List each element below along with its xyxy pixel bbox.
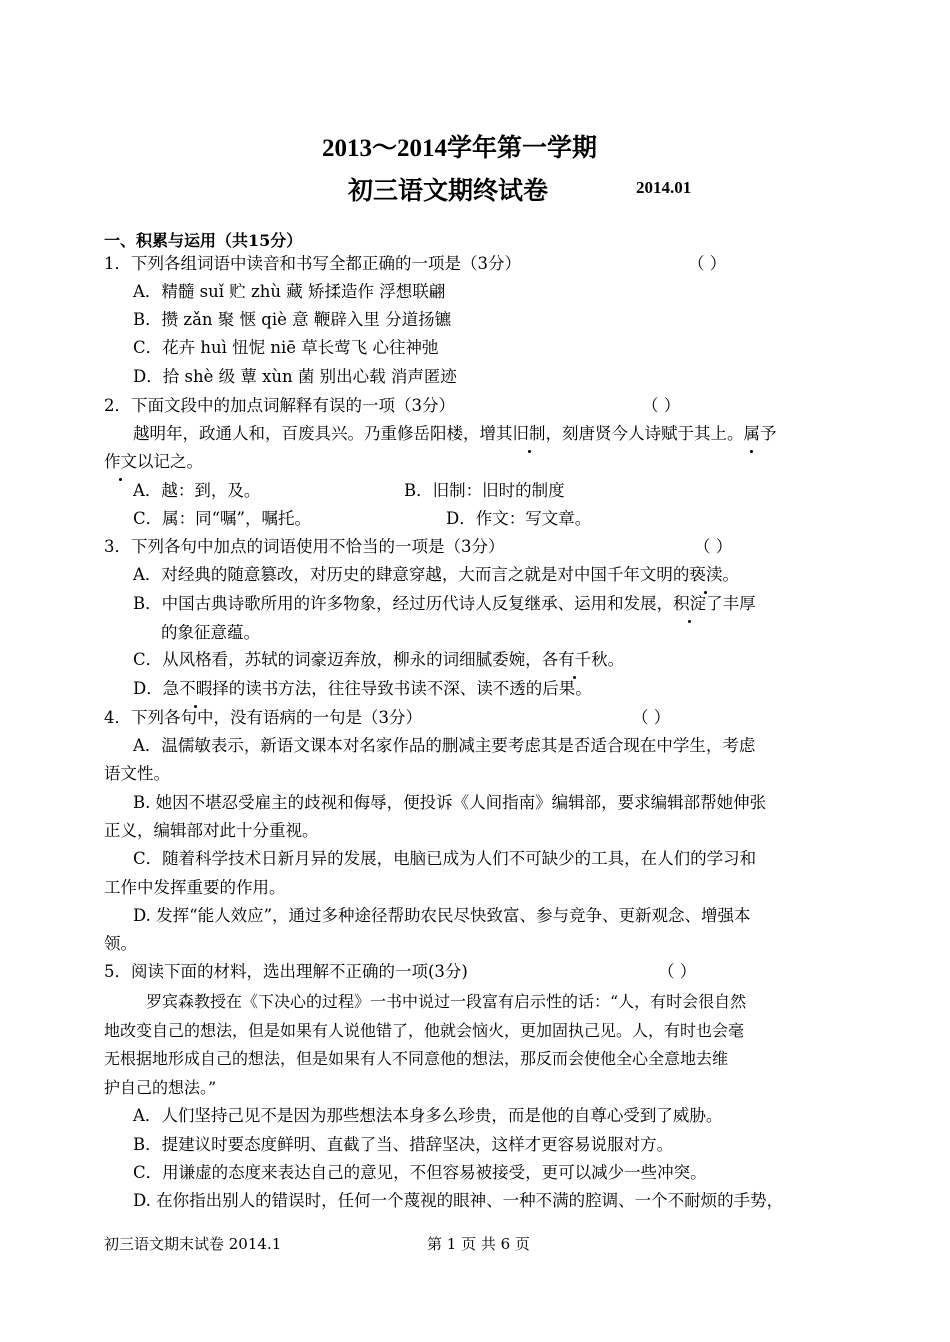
q4-option-d-line1: D. 发挥“能人效应”，通过多种途径帮助农民尽快致富、参与竞争、更新观念、增强本 (133, 906, 751, 925)
q4-option-c-line2: 工作中发挥重要的作用。 (104, 878, 286, 897)
q3-option-b-line2: 的象征意蕴。 (161, 623, 260, 642)
exam-title-line2: 初三语文期终试卷 (348, 178, 549, 205)
q5-option-a: A．人们坚持己见不是因为那些想法本身多么珍贵，而是他的自尊心受到了威胁。 (133, 1106, 723, 1125)
page-number: 第 1 页 共 6 页 (427, 1235, 530, 1253)
q3-answer-bracket: （ ） (694, 537, 733, 556)
q3-text: A．对经典的随意篡改，对历史的肆意穿越，大而言之就是对中国千年文明的 (133, 565, 690, 584)
q4-option-a-line1: A．温儒敏表示，新语文课本对名家作品的删减主要考虑其是否适合现在中学生，考虑 (133, 736, 756, 755)
q2-passage-line1 (133, 420, 777, 448)
q1-option-d: D．拾 shè 级 蕈 xùn 菌 别出心载 消声匿迹 (133, 367, 457, 386)
q3-option-b (133, 590, 756, 618)
q2-passage-text: ，刻唐贤今人诗赋于其上。 (545, 424, 744, 443)
q2-dotted-word: 旧制 (513, 420, 546, 448)
q2-passage-text: 以记之。 (137, 452, 203, 471)
footer-title: 初三语文期末试卷 2014.1 (104, 1235, 282, 1253)
exam-date: 2014.01 (636, 178, 692, 197)
q2-option-d: D．作文：写文章。 (446, 509, 592, 528)
q4-option-d-line2: 领。 (104, 934, 137, 953)
q5-passage-line1: 罗宾森教授在《下决心的过程》一书中说过一段富有启示性的话：“人，有时会很自然 (146, 992, 747, 1011)
q1-option-c: C．花卉 huì 忸怩 niē 草长莺飞 心往神弛 (133, 338, 439, 357)
q3-dotted-word: 积淀 (673, 590, 706, 618)
q5-option-c: C．用谦虚的态度来表达自己的意见，不但容易被接受，更可以减少一些冲突。 (133, 1163, 707, 1182)
q4-option-b-line2: 正义，编辑部对此十分重视。 (104, 821, 319, 840)
q3-text: 的读书方法，往往导致书读不深、读不透的后果。 (228, 679, 592, 698)
q3-dotted-word: 亵渎 (689, 561, 722, 589)
q5-answer-bracket: （ ） (658, 962, 697, 981)
q5-passage-line3: 无根据地形成自己的想法，但是如果有人不同意他的想法，那反而会使他全心全意地去维 (104, 1049, 729, 1068)
q3-option-a (133, 561, 739, 589)
q3-option-c (133, 646, 624, 674)
q3-text: C．从风格看，苏轼的词豪迈奔放，柳永的词细腻委婉， (133, 650, 542, 669)
q3-text: 了丰厚 (706, 594, 756, 613)
q5-stem: 5．阅读下面的材料，选出理解不正确的一项(3分) (104, 962, 468, 981)
q5-option-d: D. 在你指出别人的错误时，任何一个蔑视的眼神、一种不满的腔调、一个不耐烦的手势， (133, 1191, 784, 1210)
q4-option-a-line2: 语文性。 (104, 764, 170, 783)
q2-option-b: B．旧制：旧时的制度 (404, 481, 565, 500)
q2-answer-bracket: （ ） (642, 396, 681, 415)
q4-option-c-line1: C．随着科学技术日新月异的发展，电脑已成为人们不可缺少的工具，在人们的学习和 (133, 849, 757, 868)
q2-dotted-word: 属 (744, 420, 761, 448)
q4-stem: 4．下列各句中，没有语病的一句是（3分） (104, 708, 422, 727)
q1-option-b: B．攒 zǎn 聚 惬 qiè 意 鞭辟入里 分道扬镳 (133, 310, 452, 329)
q2-passage-text: 越明年，政通人和，百废具兴。乃重修岳阳楼，增其 (133, 424, 513, 443)
q3-text: 。 (722, 565, 739, 584)
q4-option-b-line1: B. 她因不堪忍受雇主的歧视和侮辱，便投诉《人间指南》编辑部，要求编辑部帮她伸张 (133, 793, 767, 812)
q3-stem: 3．下列各句中加点的词语使用不恰当的一项是（3分） (104, 537, 505, 556)
q2-dotted-word: 作文 (104, 448, 137, 476)
q1-stem: 1．下列各组词语中读音和书写全都正确的一项是（3分） (104, 254, 521, 273)
q3-dotted-word: 急不暇择 (163, 675, 229, 703)
q2-passage-text: 予 (760, 424, 777, 443)
q3-text: 。 (607, 650, 625, 669)
exam-title-line1: 2013～2014学年第一学期 (322, 135, 598, 162)
q1-answer-bracket: （ ） (688, 254, 727, 273)
q5-option-b: B．提建议时要态度鲜明、直截了当、措辞坚决，这样才更容易说服对方。 (133, 1135, 674, 1154)
q3-text: D． (133, 679, 163, 698)
section-heading: 一、积累与运用（共15分） (104, 231, 303, 250)
q3-dotted-word: 各有千秋 (542, 646, 608, 674)
q2-stem: 2．下面文段中的加点词解释有误的一项（3分） (104, 396, 455, 415)
q2-option-c: C．属：同“嘱”，嘱托。 (133, 509, 311, 528)
q3-option-d (133, 675, 592, 703)
q1-option-a: A．精髓 suǐ 贮 zhù 藏 矫揉造作 浮想联翩 (133, 282, 446, 301)
q5-passage-line2: 地改变自己的想法，但是如果有人说他错了，他就会恼火，更加固执己见。人，有时也会毫 (104, 1021, 745, 1040)
q2-passage-line2 (104, 448, 203, 476)
q5-passage-line4: 护自己的想法。” (104, 1078, 217, 1097)
q2-option-a: A．越：到，及。 (133, 481, 261, 500)
q3-text: B．中国古典诗歌所用的许多物象，经过历代诗人反复继承、运用和发展， (133, 594, 674, 613)
q4-answer-bracket: （ ） (632, 708, 671, 727)
